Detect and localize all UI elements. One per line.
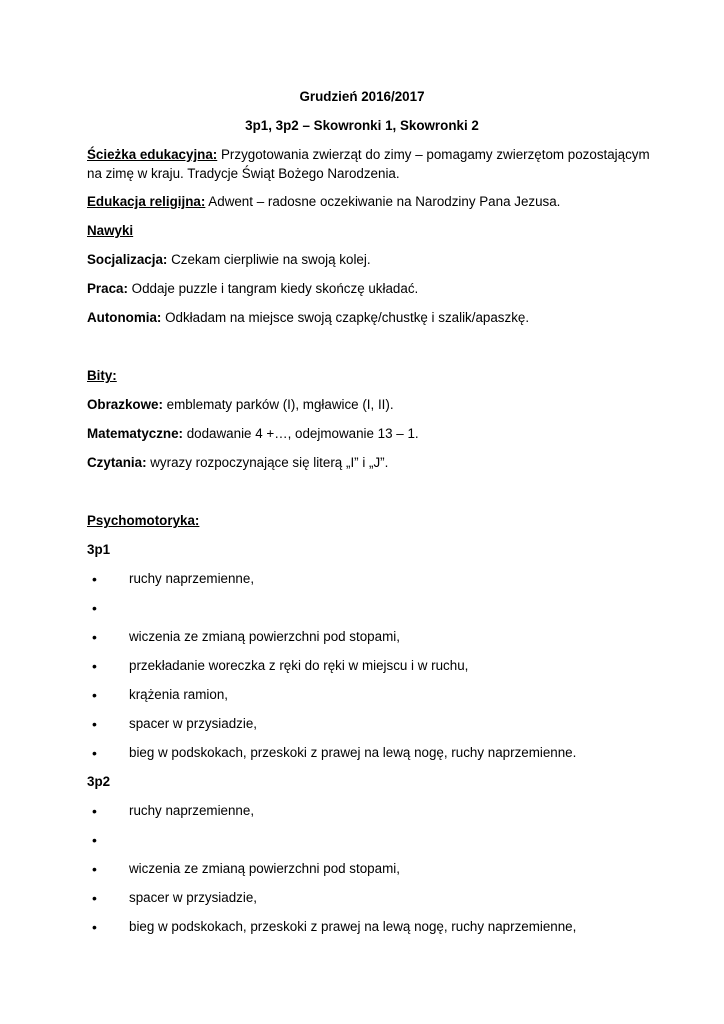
obrazkowe-label: Obrazkowe: bbox=[87, 397, 163, 412]
list-item: ruchy naprzemienne, bbox=[129, 803, 255, 818]
czytania-label: Czytania: bbox=[87, 455, 147, 470]
sciezka-edukacyjna-line1 bbox=[87, 146, 650, 164]
list-item: wiczenia ze zmianą powierzchni pod stopami, bbox=[129, 861, 400, 876]
document-title: Grudzień 2016/2017 bbox=[299, 89, 425, 104]
bullet-icon: • bbox=[92, 658, 97, 674]
list-item: bieg w podskokach, przeskoki z prawej na lewą nogę, ruchy naprzemienne. bbox=[129, 745, 577, 760]
bity-heading: Bity: bbox=[87, 368, 117, 383]
list-item: wiczenia ze zmianą powierzchni pod stopami, bbox=[129, 629, 400, 644]
psychomotoryka-heading: Psychomotoryka: bbox=[87, 513, 200, 528]
edukacja-religijna bbox=[87, 193, 560, 211]
bullet-icon: • bbox=[92, 919, 97, 935]
czytania-line bbox=[87, 454, 388, 472]
bullet-icon: • bbox=[92, 600, 97, 616]
bullet-icon: • bbox=[92, 629, 97, 645]
autonomia-label: Autonomia: bbox=[87, 310, 162, 325]
bullet-icon: • bbox=[92, 745, 97, 761]
list-item: spacer w przysiadzie, bbox=[129, 716, 258, 731]
sciezka-edukacyjna-line2 bbox=[87, 165, 400, 183]
edukacja-label: Edukacja religijna: bbox=[87, 194, 206, 209]
group-3p2-label: 3p2 bbox=[87, 774, 111, 789]
group-3p1-label: 3p1 bbox=[87, 542, 111, 557]
bullet-icon: • bbox=[92, 803, 97, 819]
socjalizacja-text: Czekam cierpliwie na swoją kolej. bbox=[167, 252, 371, 267]
list-item: krążenia ramion, bbox=[129, 687, 228, 702]
bullet-icon: • bbox=[92, 687, 97, 703]
socjalizacja-line bbox=[87, 251, 371, 269]
bullet-icon: • bbox=[92, 832, 97, 848]
praca-label: Praca: bbox=[87, 281, 128, 296]
matematyczne-label: Matematyczne: bbox=[87, 426, 183, 441]
obrazkowe-line bbox=[87, 396, 394, 414]
list-item: przekładanie woreczka z ręki do ręki w miejscu i w ruchu, bbox=[129, 658, 469, 673]
edukacja-text: Adwent – radosne oczekiwanie na Narodziny Pana Jezusa. bbox=[205, 194, 561, 209]
praca-text: Oddaje puzzle i tangram kiedy skończę układać. bbox=[127, 281, 419, 296]
sciezka-label: Ścieżka edukacyjna: bbox=[87, 147, 218, 162]
bullet-icon: • bbox=[92, 716, 97, 732]
praca-line bbox=[87, 280, 418, 298]
bullet-icon: • bbox=[92, 890, 97, 906]
socjalizacja-label: Socjalizacja: bbox=[87, 252, 168, 267]
czytania-text: wyrazy rozpoczynające się literą „I” i „J”. bbox=[146, 455, 389, 470]
sciezka-text-1: Przygotowania zwierząt do zimy – pomagamy zwierzętom pozostającym bbox=[217, 147, 650, 162]
nawyki-heading: Nawyki bbox=[87, 223, 134, 238]
list-item: bieg w podskokach, przeskoki z prawej na lewą nogę, ruchy naprzemienne, bbox=[129, 919, 577, 934]
list-item: spacer w przysiadzie, bbox=[129, 890, 258, 905]
sciezka-text-2: na zimę w kraju. Tradycje Świąt Bożego Narodzenia. bbox=[87, 166, 400, 181]
autonomia-line bbox=[87, 309, 529, 327]
list-item: ruchy naprzemienne, bbox=[129, 571, 255, 586]
matematyczne-text: dodawanie 4 +…, odejmowanie 13 – 1. bbox=[183, 426, 419, 441]
bullet-icon: • bbox=[92, 861, 97, 877]
matematyczne-line bbox=[87, 425, 419, 443]
bullet-icon: • bbox=[92, 571, 97, 587]
document-subtitle: 3p1, 3p2 – Skowronki 1, Skowronki 2 bbox=[245, 118, 479, 133]
autonomia-text: Odkładam na miejsce swoją czapkę/chustkę i szalik/apaszkę. bbox=[161, 310, 530, 325]
obrazkowe-text: emblematy parków (I), mgławice (I, II). bbox=[162, 397, 394, 412]
